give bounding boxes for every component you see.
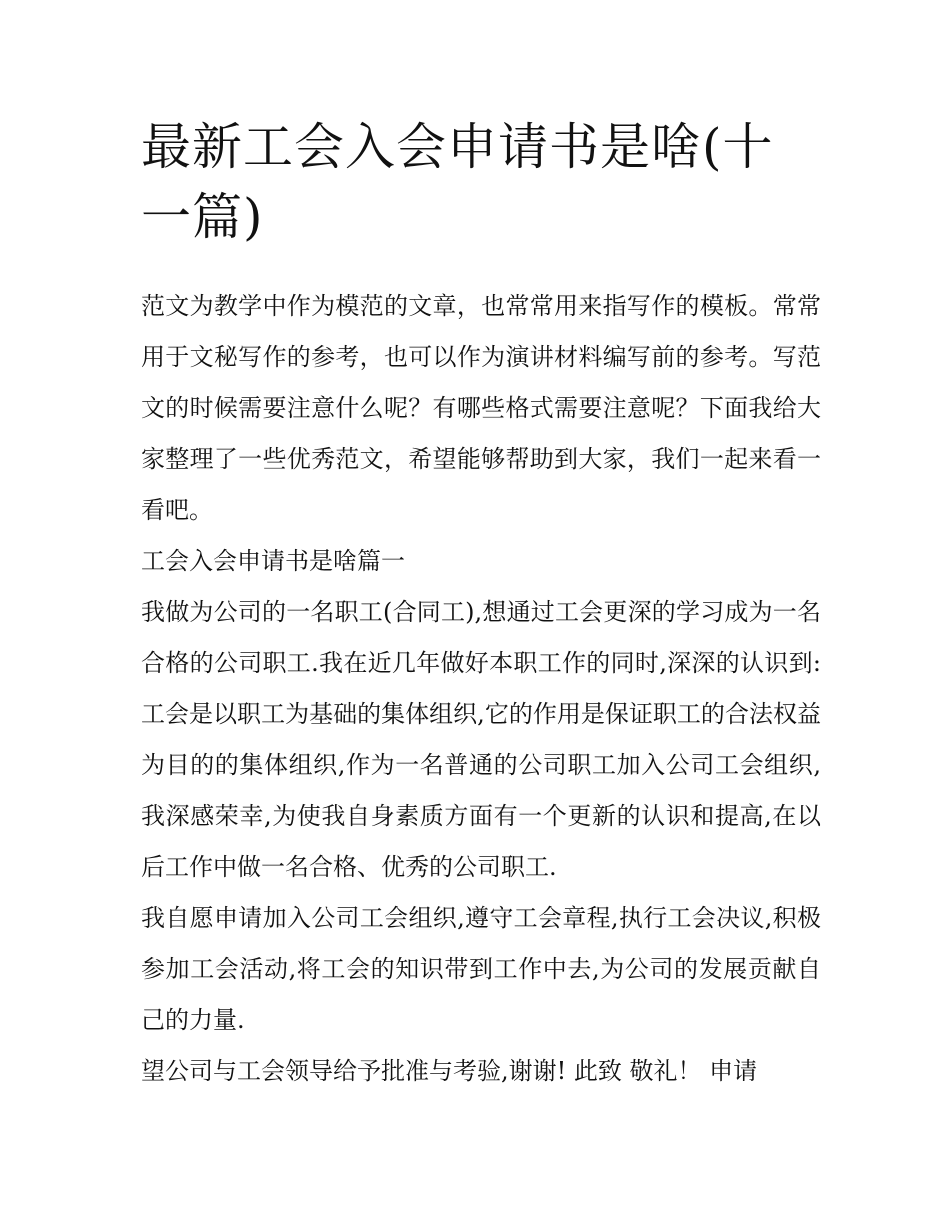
body-paragraph: 我做为公司的一名职工(合同工),想通过工会更深的学习成为一名合格的公司职工.我在近几年做好本职工作的同时,深深的认识到:工会是以职工为基础的集体组织,它的作用是保证职工的合法权益为目的的集体组织,作为一名普通的公司职工加入公司工会组织,我深感荣幸,为使我自身素质方面有一个更新的认识和提高,在以后工作中做一名合格、优秀的公司职工. bbox=[141, 598, 821, 881]
body-paragraph: 我自愿申请加入公司工会组织,遵守工会章程,执行工会决议,积极参加工会活动,将工会的知识带到工作中去,为公司的发展贡献自己的力量. bbox=[141, 904, 821, 1034]
section-heading: 工会入会申请书是啥篇一 bbox=[141, 547, 405, 575]
closing-paragraph: 望公司与工会领导给予批准与考验,谢谢! 此致 敬礼！ 申请 bbox=[141, 1057, 758, 1085]
intro-paragraph: 范文为教学中作为模范的文章，也常常用来指写作的模板。常常用于文秘写作的参考，也可以作为演讲材料编写前的参考。写范文的时候需要注意什么呢？有哪些格式需要注意呢？下面我给大家整理了一些优秀范文，希望能够帮助到大家，我们一起来看一看吧。 bbox=[141, 292, 821, 524]
document-body bbox=[141, 281, 821, 1097]
document-title: 最新工会入会申请书是啥(十一篇) bbox=[141, 118, 774, 246]
document-page bbox=[141, 112, 821, 1097]
